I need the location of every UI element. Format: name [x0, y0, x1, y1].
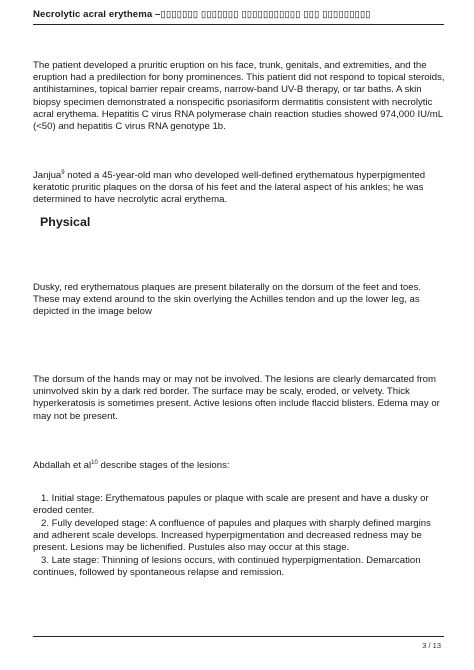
document-header-title: Necrolytic acral erythema –▯▯▯▯▯▯▯ ▯▯▯▯▯▯▯ ▯▯▯▯▯▯▯▯▯▯▯ ▯▯▯ ▯▯▯▯▯▯▯▯▯: [33, 9, 371, 20]
list-item-number: 2.: [40, 518, 49, 529]
list-item-text: Fully developed stage: A confluence of papules and plaques with sharply defined margins and adherent scale develops. Increased hyperpigmentation and decreased redness may be present. Lesions may be lichenified. Pustules also may occur at this stage.: [33, 518, 431, 554]
abdallah-text: describe stages of the lesions:: [97, 460, 230, 471]
janjua-text: noted a 45-year-old man who developed well-defined erythematous hyperpigmented keratotic pruritic plaques on the dorsa of his feet and the lateral aspect of his ankles; he was determined to have necrolytic acral erythema.: [33, 170, 426, 206]
section-heading-physical: Physical: [40, 215, 91, 229]
list-item-number: 3.: [40, 555, 49, 566]
physical-paragraph-1: Dusky, red erythematous plaques are present bilaterally on the dorsum of the feet and toes. These may extend around to the skin overlying the Achilles tendon and up the lower leg, as depicted in the image below: [33, 282, 422, 318]
list-item: [33, 493, 445, 517]
janjua-paragraph: [33, 170, 445, 207]
list-item: [33, 555, 445, 579]
header-divider: [33, 24, 444, 25]
abdallah-paragraph: [33, 460, 445, 472]
list-item-number: 1.: [40, 493, 49, 504]
abdallah-author: Abdallah et al: [33, 460, 92, 471]
citation-9[interactable]: 9: [61, 170, 65, 176]
citation-10[interactable]: 10: [91, 460, 98, 466]
page-number: 3 / 13: [422, 641, 441, 650]
case-paragraph: The patient developed a pruritic eruption on his face, trunk, genitals, and extremities, and the eruption had a predilection for bony prominences. This patient did not respond to topical steroids, antihistamines, topical barrier repair creams, narrow-band UV-B therapy, or tar baths. A skin biopsy specimen demonstrated a nonspecific psoriasiform dermatitis consistent with necrolytic acral erythema. Hepatitis C virus RNA polymerase chain reaction studies showed 974,000 IU/mL (<50) and hepatitis C virus RNA genotype 1b.: [33, 60, 445, 133]
physical-paragraph-2: The dorsum of the hands may or may not be involved. The lesions are clearly demarcated from uninvolved skin by a dark red border. The surface may be scaly, eroded, or velvety. Thick hyperkeratosis is sometimes present. Active lesions often include flaccid blisters. Edema may or may not be present.: [33, 374, 440, 422]
list-item: [33, 518, 445, 555]
list-item-text: Initial stage: Erythematous papules or plaque with scale are present and have a dusky or eroded center.: [33, 493, 429, 517]
list-item-text: Late stage: Thinning of lesions occurs, with continued hyperpigmentation. Demarcation continues, followed by spontaneous relapse and remission.: [33, 555, 421, 579]
janjua-author: Janjua: [33, 170, 62, 181]
footer-divider: [33, 636, 444, 637]
